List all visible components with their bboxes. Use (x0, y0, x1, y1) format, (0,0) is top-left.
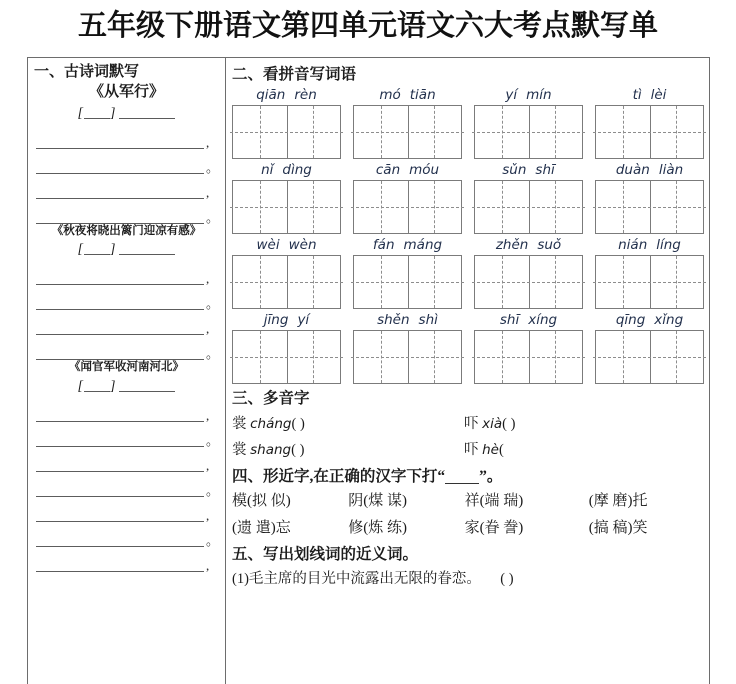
answer-line[interactable] (34, 422, 219, 447)
line-punctuation: , (206, 557, 210, 573)
pinyin-word-group (232, 87, 341, 159)
poem-author-blank-3[interactable] (34, 376, 219, 397)
answer-rule[interactable] (36, 181, 204, 199)
line-punctuation: , (206, 407, 210, 423)
answer-rule[interactable] (36, 156, 204, 174)
pinyin-word-group (595, 87, 704, 159)
bracket-close: ] (110, 105, 117, 121)
poem-title-3: 《闻官军收河南河北》 (69, 361, 184, 374)
section-heading-4-post: ”。 (479, 468, 503, 486)
poem-author-blank-1[interactable] (34, 103, 219, 124)
pinyin-word-group (353, 312, 462, 384)
duoyinzi-answer-paren[interactable]: ( (499, 442, 504, 459)
answer-rule[interactable] (36, 504, 204, 522)
answer-rule[interactable] (36, 131, 204, 149)
answer-underline[interactable] (445, 483, 479, 484)
pinyin-label: shěn shì (377, 312, 438, 329)
duoyinzi-pinyin: shang (250, 442, 292, 459)
duoyinzi-char: 裳 (232, 442, 247, 459)
duoyinzi-char: 吓 (464, 442, 479, 459)
section-heading-5: 五、写出划线词的近义词。 (232, 546, 419, 564)
xingjinzi-choice[interactable]: 家(眷 誊) (464, 520, 524, 537)
pinyin-label: duàn liàn (615, 162, 684, 179)
section-heading-2: 二、看拼音写词语 (232, 66, 357, 83)
bracket-open: [ (77, 378, 84, 394)
tianzige-box[interactable] (353, 105, 462, 159)
line-punctuation: 。 (206, 432, 220, 448)
right-column-exercises (226, 58, 709, 684)
tianzige-box[interactable] (232, 330, 341, 384)
pinyin-word-group (474, 237, 583, 309)
tianzige-box[interactable] (353, 180, 462, 234)
answer-rule[interactable] (36, 267, 204, 285)
pinyin-label: qīng xǐng (615, 312, 684, 329)
tianzige-box[interactable] (232, 180, 341, 234)
tianzige-box[interactable] (595, 105, 704, 159)
xingjinzi-choice[interactable]: (搞 稿)笑 (588, 520, 648, 537)
duoyinzi-pinyin: hè (482, 442, 499, 459)
answer-line[interactable] (34, 149, 219, 174)
xingjinzi-choice[interactable]: 阴(煤 谋) (348, 493, 408, 510)
answer-line[interactable] (34, 285, 219, 310)
pinyin-label: nián líng (618, 237, 681, 254)
answer-line[interactable] (34, 310, 219, 335)
pinyin-label: sǔn shī (502, 162, 555, 179)
duoyinzi-answer-paren[interactable]: ( ) (502, 415, 516, 432)
pinyin-word-group (232, 312, 341, 384)
duoyinzi-char: 吓 (464, 415, 479, 432)
pinyin-word-group (595, 237, 704, 309)
answer-rule[interactable] (36, 554, 204, 572)
xingjinzi-choice[interactable]: (摩 磨)托 (588, 493, 648, 510)
line-punctuation: 。 (206, 209, 220, 225)
pinyin-label: fán máng (372, 237, 443, 254)
answer-line[interactable] (34, 124, 219, 149)
section-heading-1: 一、古诗词默写 (34, 64, 140, 80)
jinyici-answer-paren[interactable]: ( ) (500, 570, 514, 587)
answer-line[interactable] (34, 260, 219, 285)
line-punctuation: , (206, 271, 210, 287)
pinyin-label: jīng yí (263, 312, 310, 329)
pinyin-word-group (353, 162, 462, 234)
pinyin-word-group (353, 237, 462, 309)
line-punctuation: 。 (206, 482, 220, 498)
line-punctuation: , (206, 321, 210, 337)
author-name-blank[interactable] (119, 118, 175, 119)
answer-line[interactable] (34, 174, 219, 199)
answer-line[interactable] (34, 199, 219, 224)
xingjinzi-row (232, 488, 705, 515)
duoyinzi-pinyin: cháng (250, 415, 292, 432)
line-punctuation: , (206, 457, 210, 473)
duoyinzi-row (232, 437, 705, 464)
line-punctuation: 。 (206, 159, 220, 175)
xingjinzi-choice[interactable]: 修(炼 练) (348, 520, 408, 537)
duoyinzi-item[interactable] (464, 437, 696, 464)
pinyin-label: cān móu (375, 162, 440, 179)
answer-line[interactable] (34, 335, 219, 360)
duoyinzi-item[interactable] (464, 411, 696, 438)
pinyin-word-group (595, 162, 704, 234)
pinyin-word-group (474, 87, 583, 159)
answer-rule[interactable] (36, 454, 204, 472)
duoyinzi-answer-paren[interactable]: ( ) (291, 442, 305, 459)
pinyin-word-group (232, 162, 341, 234)
answer-line[interactable] (34, 397, 219, 422)
page-title: 五年级下册语文第四单元语文六大考点默写单 (77, 10, 658, 42)
bracket-open: [ (77, 105, 84, 121)
xingjinzi-choice[interactable]: 模(拟 似) (232, 493, 291, 510)
xingjinzi-choice[interactable]: (遗 遣)忘 (232, 520, 291, 537)
poem-title-2: 《秋夜将晓出篱门迎凉有感》 (51, 224, 202, 237)
answer-line[interactable] (34, 547, 219, 572)
duoyinzi-item[interactable] (232, 437, 464, 464)
worksheet-table (27, 57, 710, 684)
pinyin-label: tì lèi (632, 87, 667, 104)
poem-title-1: 《从军行》 (88, 84, 164, 101)
pinyin-word-group (595, 312, 704, 384)
author-name-blank[interactable] (119, 391, 175, 392)
pinyin-label: yí mín (505, 87, 552, 104)
tianzige-box[interactable] (474, 180, 583, 234)
answer-rule[interactable] (36, 404, 204, 422)
answer-rule[interactable] (36, 206, 204, 224)
pinyin-word-group (232, 237, 341, 309)
line-punctuation: , (206, 184, 210, 200)
jinyici-sentence: (1)毛主席的目光中流露出无限的眷恋。 (232, 570, 481, 587)
poem-block-3 (34, 360, 219, 572)
tianzige-box[interactable] (474, 255, 583, 309)
line-punctuation: 。 (206, 346, 220, 362)
pinyin-word-group (353, 87, 462, 159)
answer-rule[interactable] (36, 342, 204, 360)
tianzige-box[interactable] (232, 255, 341, 309)
pinyin-word-group (474, 162, 583, 234)
author-blank-inner[interactable] (84, 391, 110, 392)
left-column-dictation (28, 58, 226, 684)
pinyin-row (232, 162, 705, 234)
line-punctuation: , (206, 507, 210, 523)
line-punctuation: 。 (206, 296, 220, 312)
section-heading-3: 三、多音字 (232, 390, 310, 408)
tianzige-box[interactable] (474, 105, 583, 159)
tianzige-box[interactable] (232, 105, 341, 159)
tianzige-box[interactable] (595, 180, 704, 234)
tianzige-box[interactable] (474, 330, 583, 384)
pinyin-label: mó tiān (379, 87, 436, 104)
pinyin-grid-block (232, 87, 705, 384)
pinyin-label: nǐ dìng (261, 162, 312, 179)
answer-line[interactable] (34, 522, 219, 547)
pinyin-label: shī xíng (499, 312, 558, 329)
pinyin-word-group (474, 312, 583, 384)
duoyinzi-char: 裳 (232, 415, 247, 432)
answer-rule[interactable] (36, 479, 204, 497)
bracket-close: ] (110, 378, 117, 394)
section-heading-4-pre: 四、形近字,在正确的汉字下打“ (232, 468, 446, 486)
author-blank-inner[interactable] (84, 118, 110, 119)
bracket-open: [ (77, 242, 84, 258)
answer-line[interactable] (34, 497, 219, 522)
author-name-blank[interactable] (119, 254, 175, 255)
answer-rule[interactable] (36, 529, 204, 547)
line-punctuation: , (206, 134, 210, 150)
answer-line[interactable] (34, 447, 219, 472)
pinyin-label: zhěn suǒ (495, 237, 562, 254)
pinyin-row (232, 237, 705, 309)
poem-block-1 (34, 82, 219, 223)
bracket-close: ] (110, 242, 117, 258)
pinyin-row (232, 87, 705, 159)
answer-rule[interactable] (36, 429, 204, 447)
tianzige-box[interactable] (353, 255, 462, 309)
duoyinzi-pinyin: xià (482, 415, 503, 432)
duoyinzi-item[interactable] (232, 411, 464, 438)
pinyin-label: qiān rèn (256, 87, 317, 104)
poem-author-blank-2[interactable] (34, 239, 219, 260)
line-punctuation: 。 (206, 532, 220, 548)
poem-block-2 (34, 224, 219, 361)
tianzige-box[interactable] (353, 330, 462, 384)
jinyici-item (232, 567, 705, 592)
duoyinzi-answer-paren[interactable]: ( ) (291, 415, 305, 432)
pinyin-row (232, 312, 705, 384)
pinyin-label: wèi wèn (256, 237, 317, 254)
section-heading-4 (232, 465, 705, 488)
answer-rule[interactable] (36, 317, 204, 335)
answer-line[interactable] (34, 472, 219, 497)
duoyinzi-row (232, 411, 705, 438)
xingjinzi-row (232, 515, 705, 542)
tianzige-box[interactable] (595, 330, 704, 384)
author-blank-inner[interactable] (84, 254, 110, 255)
tianzige-box[interactable] (595, 255, 704, 309)
answer-rule[interactable] (36, 292, 204, 310)
xingjinzi-choice[interactable]: 祥(端 瑞) (464, 493, 524, 510)
